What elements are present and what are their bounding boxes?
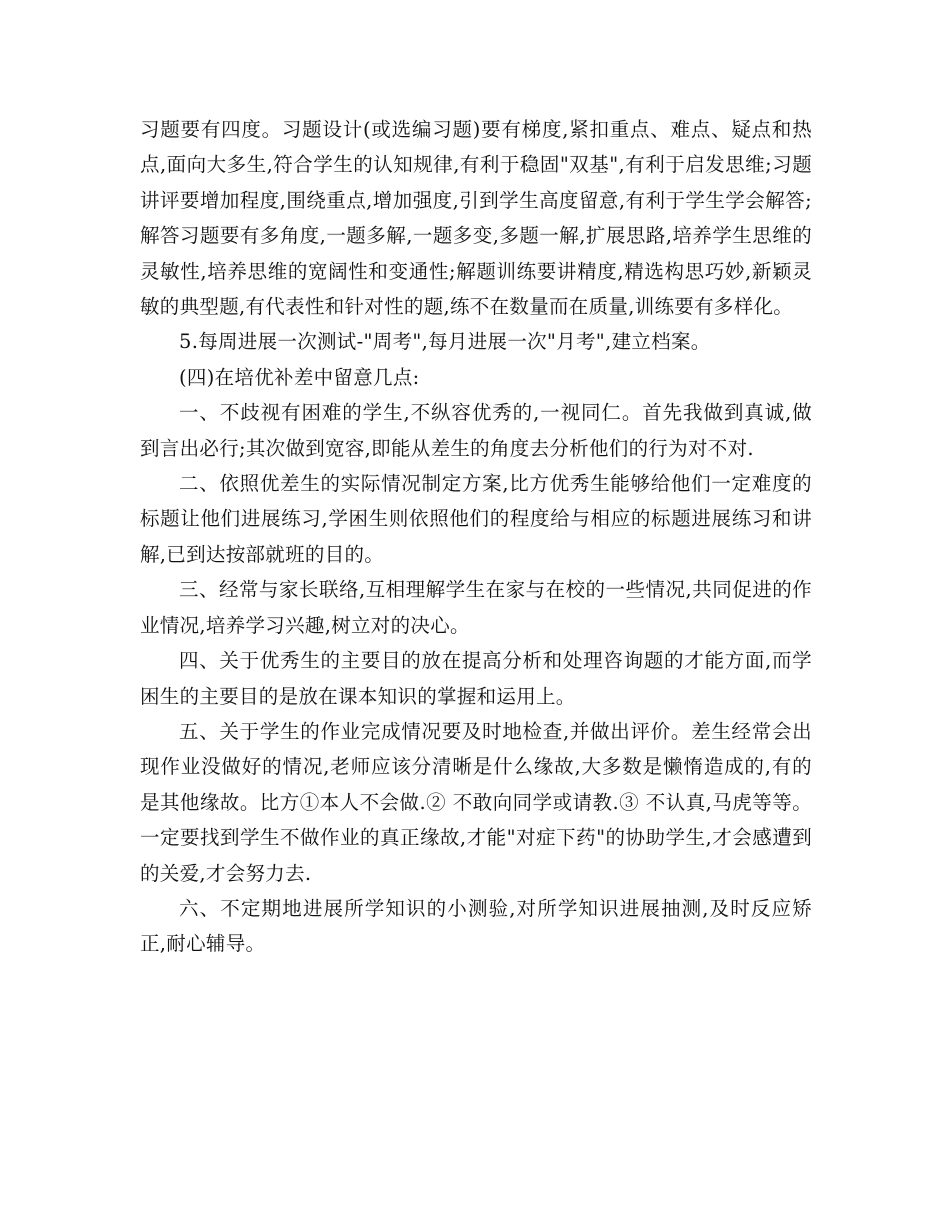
paragraph-point-1: 一、不歧视有困难的学生,不纵容优秀的,一视同仁。首先我做到真诚,做到言出必行;其次做到宽容,即能从差生的角度去分析他们的行为对不对. <box>140 401 812 460</box>
section-heading-notes: (四)在培优补差中留意几点: <box>179 365 420 389</box>
paragraph-exercise-design: 习题要有四度。习题设计(或选编习题)要有梯度,紧扣重点、难点、疑点和热点,面向大多生,符合学生的认知规律,有利于稳固"双基",有利于启发思维;习题讲评要增加程度,围绕重点,增加强度,引到学生高度留意,有利于学生学会解答;解答习题要有多角度,一题多解,一题多变,多题一解,扩展思路,培养学生思维的灵敏性,培养思维的宽阔性和变通性;解题训练要讲精度,精选构思巧妙,新颖灵敏的典型题,有代表性和针对性的题,练不在数量而在质量,训练要有多样化。 <box>140 118 812 319</box>
paragraph-point-2: 二、依照优差生的实际情况制定方案,比方优秀生能够给他们一定难度的标题让他们进展练习,学困生则依照他们的程度给与相应的标题进展练习和讲解,已到达按部就班的目的。 <box>140 472 812 566</box>
paragraph-point-3: 三、经常与家长联络,互相理解学生在家与在校的一些情况,共同促进的作业情况,培养学习兴趣,树立对的决心。 <box>140 578 812 637</box>
paragraph-point-4: 四、关于优秀生的主要目的放在提高分析和处理咨询题的才能方面,而学困生的主要目的是放在课本知识的掌握和运用上。 <box>140 649 812 708</box>
paragraph-point-6: 六、不定期地进展所学知识的小测验,对所学知识进展抽测,及时反应矫正,耐心辅导。 <box>140 896 812 956</box>
paragraph-weekly-test: 5.每周进展一次测试-"周考",每月进展一次"月考",建立档案。 <box>179 330 711 354</box>
paragraph-point-5: 五、关于学生的作业完成情况要及时地检查,并做出评价。差生经常会出现作业没做好的情况,老师应该分清晰是什么缘故,大多数是懒惰造成的,有的是其他缘故。比方①本人不会做.② 不敢向同学或请教.③ 不认真,马虎等等。一定要找到学生不做作业的真正缘故,才能"对症下药"的协助学生,才会感遭到的关爱,才会努力去. <box>140 719 812 885</box>
document-page <box>140 112 812 962</box>
